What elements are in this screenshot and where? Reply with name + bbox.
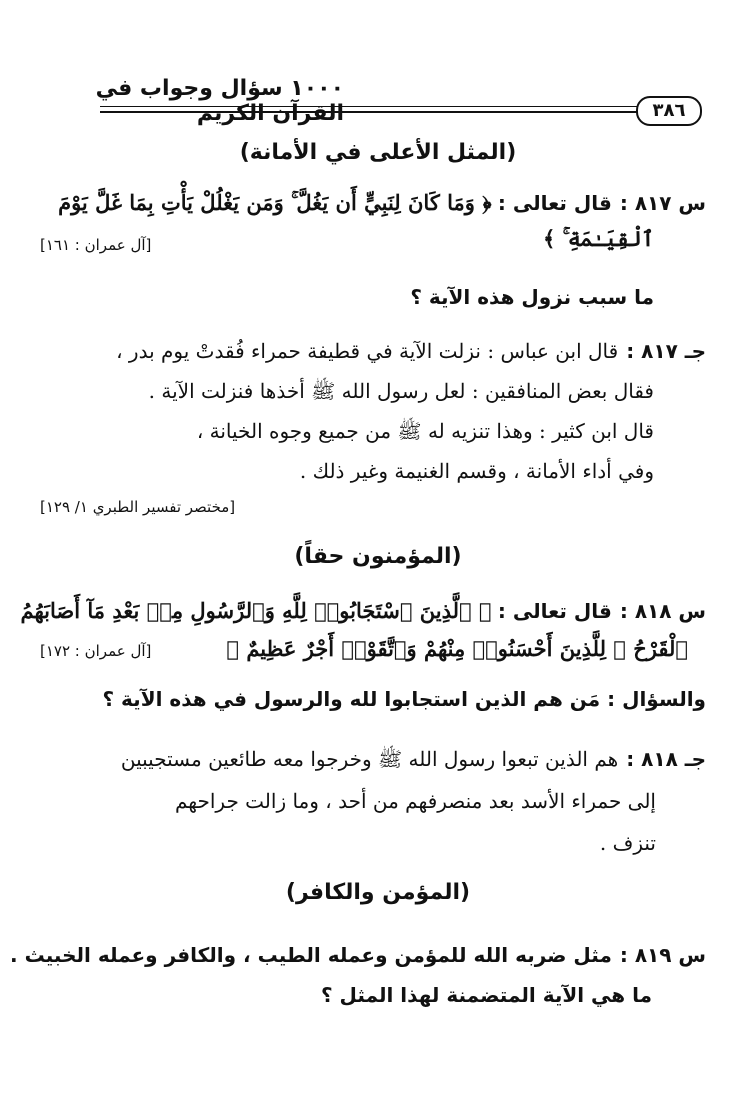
question-line: مثل ضربه الله للمؤمن وعمله الطيب ، والكافر وعمله الخبيث . bbox=[10, 943, 612, 967]
verse-citation: [آل عمران : ١٦١] bbox=[40, 236, 152, 254]
qa-block-819 bbox=[10, 938, 706, 1058]
question-label: س ٨١٧ : bbox=[619, 191, 706, 215]
running-header-title: ١٠٠٠ سؤال وجواب في القرآن الكريم bbox=[95, 76, 344, 126]
header-rule-thin bbox=[100, 106, 640, 107]
question-text: ما سبب نزول هذه الآية ؟ bbox=[410, 285, 654, 309]
header-rule-thick bbox=[100, 111, 640, 113]
answer-line: قال ابن كثير : وهذا تنزيه له ﷺ من جميع وجوه الخيانة ، bbox=[196, 419, 654, 443]
answer-line: تنزف . bbox=[599, 831, 656, 855]
page-number: ٣٨٦ bbox=[636, 96, 702, 126]
answer-citation: [مختصر تفسير الطبري ١/ ١٢٩] bbox=[40, 498, 236, 516]
question-intro: قال تعالى : bbox=[497, 191, 612, 215]
question-intro: قال تعالى : bbox=[497, 599, 612, 623]
verse-line: ٱلْقِيَـٰمَةِ ۚ ﴾ bbox=[543, 226, 654, 251]
answer-line: قال ابن عباس : نزلت الآية في قطيفة حمراء فُقدتْ يوم بدر ، bbox=[116, 339, 619, 363]
answer-line: إلى حمراء الأسد بعد منصرفهم من أحد ، وما زالت جراحهم bbox=[174, 789, 656, 813]
question-text: والسؤال : مَن هم الذين استجابوا لله والرسول في هذه الآية ؟ bbox=[102, 687, 706, 711]
question-label: س ٨١٨ : bbox=[619, 599, 706, 623]
verse-line: ﴿ وَمَا كَانَ لِنَبِيٍّ أَن يَغُلَّ ۚ وَمَن يَغْلُلْ يَأْتِ بِمَا غَلَّ يَوْمَ bbox=[58, 190, 492, 215]
qa-block-817 bbox=[40, 186, 706, 586]
question-line: ما هي الآية المتضمنة لهذا المثل ؟ bbox=[320, 983, 652, 1007]
question-817-line1 bbox=[40, 186, 706, 220]
answer-label: جـ ٨١٧ : bbox=[626, 339, 706, 363]
section-heading: (المثل الأعلى في الأمانة) bbox=[239, 140, 517, 165]
answer-label: جـ ٨١٨ : bbox=[626, 747, 706, 771]
question-819-line1 bbox=[10, 938, 706, 972]
section-heading: (المؤمن والكافر) bbox=[285, 880, 471, 905]
question-label: س ٨١٩ : bbox=[619, 943, 706, 967]
verse-citation: [آل عمران : ١٧٢] bbox=[40, 642, 152, 660]
answer-818-line1 bbox=[40, 742, 706, 776]
answer-line: فقال بعض المنافقين : لعل رسول الله ﷺ أخذها فنزلت الآية . bbox=[148, 379, 654, 403]
answer-817-line1 bbox=[40, 334, 706, 368]
verse-line: ﴿ ٱلَّذِينَ ٱسْتَجَابُوا۟ لِلَّهِ وَٱلرَّسُولِ مِنۢ بَعْدِ مَآ أَصَابَهُمُ bbox=[20, 598, 492, 623]
verse-line: ٱلْقَرْحُ ۚ لِلَّذِينَ أَحْسَنُوا۟ مِنْهُمْ وَٱتَّقَوْا۟ أَجْرٌ عَظِيمٌ ﴾ bbox=[226, 636, 688, 661]
section-heading: (المؤمنون حقاً) bbox=[294, 544, 462, 569]
answer-line: هم الذين تبعوا رسول الله ﷺ وخرجوا معه طائعين مستجيبين bbox=[120, 747, 619, 771]
question-818-line1 bbox=[20, 594, 706, 628]
qa-block-818 bbox=[20, 594, 706, 894]
answer-line: وفي أداء الأمانة ، وقسم الغنيمة وغير ذلك . bbox=[299, 459, 654, 483]
